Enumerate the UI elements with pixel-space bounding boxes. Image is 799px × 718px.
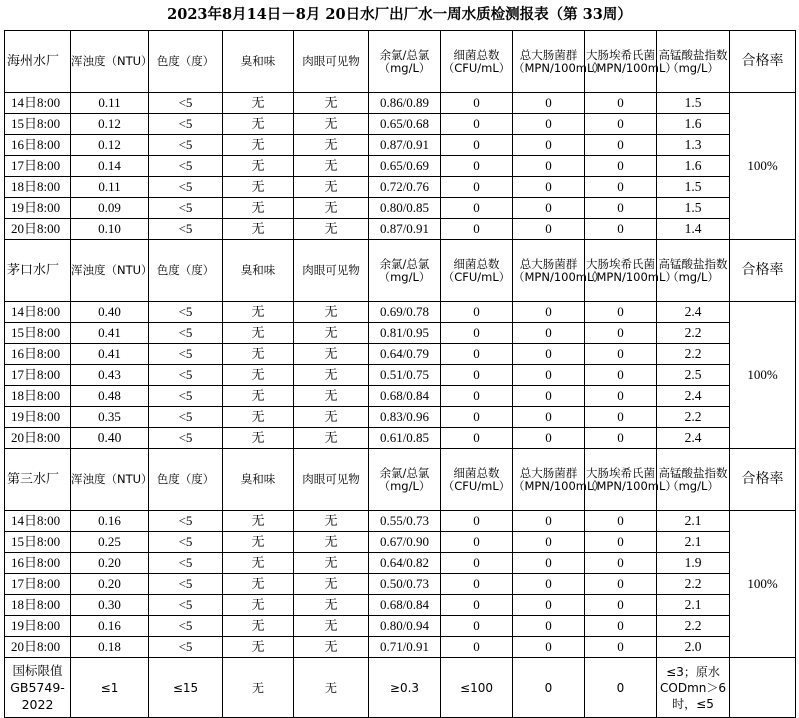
cell-date: 14日8:00 <box>5 511 71 532</box>
table-row <box>5 574 796 595</box>
cell-bacteria: 0 <box>441 135 513 156</box>
cell-turbidity: 0.30 <box>71 595 149 616</box>
cell-bacteria: 0 <box>441 198 513 219</box>
cell-turbidity: 0.16 <box>71 511 149 532</box>
table-row <box>5 386 796 407</box>
cell-codmn: 2.0 <box>657 637 730 658</box>
cell-visible: 无 <box>294 511 369 532</box>
header-bacteria: 细菌总数（CFU/mL） <box>441 240 513 302</box>
table-row <box>5 428 796 449</box>
cell-ecoli: 0 <box>585 93 657 114</box>
pass-rate: 100% <box>730 302 796 449</box>
cell-chlorine: 0.80/0.94 <box>369 616 441 637</box>
cell-chlorine: 0.65/0.68 <box>369 114 441 135</box>
report-title: 2023年8月14日－8月 20日水厂出厂水一周水质检测报表（第 33周） <box>167 6 632 23</box>
cell-turbidity: 0.41 <box>71 323 149 344</box>
cell-chlorine: 0.87/0.91 <box>369 219 441 240</box>
cell-coliform: 0 <box>513 365 585 386</box>
header-bacteria: 细菌总数（CFU/mL） <box>441 31 513 93</box>
cell-coliform: 0 <box>513 198 585 219</box>
cell-visible: 无 <box>294 616 369 637</box>
cell-turbidity: 0.18 <box>71 637 149 658</box>
table-row <box>5 323 796 344</box>
cell-color: <5 <box>149 407 223 428</box>
cell-codmn: 2.2 <box>657 616 730 637</box>
cell-chlorine: 0.81/0.95 <box>369 323 441 344</box>
cell-turbidity: 0.40 <box>71 302 149 323</box>
cell-codmn: 1.5 <box>657 177 730 198</box>
header-coliform: 总大肠菌群（MPN/100mL） <box>513 449 585 511</box>
cell-bacteria: 0 <box>441 553 513 574</box>
cell-coliform: 0 <box>513 93 585 114</box>
cell-turbidity: 0.14 <box>71 156 149 177</box>
table-row <box>5 198 796 219</box>
cell-date: 17日8:00 <box>5 365 71 386</box>
cell-visible: 无 <box>294 135 369 156</box>
cell-codmn: 1.6 <box>657 156 730 177</box>
cell-visible: 无 <box>294 407 369 428</box>
cell-codmn: 1.6 <box>657 114 730 135</box>
plant-header-row <box>5 449 796 511</box>
table-row <box>5 637 796 658</box>
cell-visible: 无 <box>294 428 369 449</box>
cell-coliform: 0 <box>513 323 585 344</box>
cell-codmn: 1.5 <box>657 198 730 219</box>
table-row <box>5 177 796 198</box>
cell-chlorine: 0.64/0.79 <box>369 344 441 365</box>
cell-codmn: 2.1 <box>657 595 730 616</box>
table-row <box>5 407 796 428</box>
cell-visible: 无 <box>294 177 369 198</box>
cell-ecoli: 0 <box>585 407 657 428</box>
header-ecoli: 大肠埃希氏菌（MPN/100mL） <box>585 449 657 511</box>
header-ecoli: 大肠埃希氏菌（MPN/100mL） <box>585 240 657 302</box>
cell-ecoli: 0 <box>585 595 657 616</box>
cell-coliform: 0 <box>513 616 585 637</box>
cell-bacteria: 0 <box>441 595 513 616</box>
cell-color: <5 <box>149 574 223 595</box>
cell-odor: 无 <box>223 135 294 156</box>
cell-visible: 无 <box>294 156 369 177</box>
header-rate: 合格率 <box>730 449 796 511</box>
cell-bacteria: 0 <box>441 344 513 365</box>
header-visible: 肉眼可见物 <box>294 240 369 302</box>
table-row <box>5 219 796 240</box>
cell-codmn: 2.1 <box>657 511 730 532</box>
cell-chlorine: 0.83/0.96 <box>369 407 441 428</box>
cell-date: 20日8:00 <box>5 637 71 658</box>
limit-coliform: 0 <box>513 658 585 718</box>
cell-chlorine: 0.68/0.84 <box>369 595 441 616</box>
cell-turbidity: 0.16 <box>71 616 149 637</box>
cell-color: <5 <box>149 156 223 177</box>
header-rate: 合格率 <box>730 240 796 302</box>
cell-date: 17日8:00 <box>5 156 71 177</box>
water-quality-table <box>4 30 796 718</box>
cell-date: 15日8:00 <box>5 323 71 344</box>
cell-color: <5 <box>149 616 223 637</box>
table-row <box>5 344 796 365</box>
cell-odor: 无 <box>223 344 294 365</box>
table-row <box>5 532 796 553</box>
cell-visible: 无 <box>294 219 369 240</box>
header-turbidity: 浑浊度（NTU） <box>71 240 149 302</box>
cell-codmn: 2.4 <box>657 428 730 449</box>
cell-codmn: 2.4 <box>657 302 730 323</box>
header-odor: 臭和味 <box>223 240 294 302</box>
cell-date: 19日8:00 <box>5 616 71 637</box>
cell-odor: 无 <box>223 323 294 344</box>
cell-odor: 无 <box>223 302 294 323</box>
plant-name: 茅口水厂 <box>5 240 71 302</box>
header-color: 色度（度） <box>149 240 223 302</box>
cell-coliform: 0 <box>513 407 585 428</box>
cell-visible: 无 <box>294 93 369 114</box>
cell-odor: 无 <box>223 428 294 449</box>
cell-ecoli: 0 <box>585 114 657 135</box>
cell-date: 19日8:00 <box>5 407 71 428</box>
header-visible: 肉眼可见物 <box>294 449 369 511</box>
header-codmn: 高锰酸盐指数（mg/L） <box>657 449 730 511</box>
cell-odor: 无 <box>223 198 294 219</box>
cell-color: <5 <box>149 135 223 156</box>
cell-coliform: 0 <box>513 553 585 574</box>
limit-bacteria: ≤100 <box>441 658 513 718</box>
cell-bacteria: 0 <box>441 93 513 114</box>
cell-bacteria: 0 <box>441 365 513 386</box>
cell-ecoli: 0 <box>585 198 657 219</box>
cell-bacteria: 0 <box>441 386 513 407</box>
cell-color: <5 <box>149 532 223 553</box>
cell-codmn: 1.5 <box>657 93 730 114</box>
cell-odor: 无 <box>223 595 294 616</box>
cell-chlorine: 0.64/0.82 <box>369 553 441 574</box>
table-row <box>5 114 796 135</box>
cell-odor: 无 <box>223 574 294 595</box>
cell-bacteria: 0 <box>441 511 513 532</box>
cell-color: <5 <box>149 177 223 198</box>
cell-ecoli: 0 <box>585 323 657 344</box>
cell-codmn: 2.2 <box>657 407 730 428</box>
cell-coliform: 0 <box>513 428 585 449</box>
header-ecoli: 大肠埃希氏菌（MPN/100mL） <box>585 31 657 93</box>
cell-bacteria: 0 <box>441 156 513 177</box>
cell-date: 20日8:00 <box>5 428 71 449</box>
cell-coliform: 0 <box>513 344 585 365</box>
plant-header-row <box>5 240 796 302</box>
limits-label: 国标限值GB5749-2022 <box>5 658 71 718</box>
limit-rate-empty <box>730 658 796 718</box>
pass-rate: 100% <box>730 93 796 240</box>
limits-row <box>5 658 796 718</box>
cell-chlorine: 0.86/0.89 <box>369 93 441 114</box>
cell-ecoli: 0 <box>585 553 657 574</box>
cell-bacteria: 0 <box>441 323 513 344</box>
cell-visible: 无 <box>294 323 369 344</box>
cell-chlorine: 0.71/0.91 <box>369 637 441 658</box>
cell-bacteria: 0 <box>441 532 513 553</box>
header-color: 色度（度） <box>149 31 223 93</box>
cell-coliform: 0 <box>513 532 585 553</box>
cell-odor: 无 <box>223 532 294 553</box>
cell-color: <5 <box>149 198 223 219</box>
cell-turbidity: 0.35 <box>71 407 149 428</box>
cell-turbidity: 0.48 <box>71 386 149 407</box>
cell-turbidity: 0.20 <box>71 553 149 574</box>
limit-codmn: ≤3；原水CODmn＞6时，≤5 <box>657 658 730 718</box>
header-codmn: 高锰酸盐指数（mg/L） <box>657 240 730 302</box>
cell-color: <5 <box>149 553 223 574</box>
table-row <box>5 156 796 177</box>
cell-odor: 无 <box>223 407 294 428</box>
cell-coliform: 0 <box>513 135 585 156</box>
cell-ecoli: 0 <box>585 574 657 595</box>
cell-chlorine: 0.69/0.78 <box>369 302 441 323</box>
cell-codmn: 1.4 <box>657 219 730 240</box>
header-bacteria: 细菌总数（CFU/mL） <box>441 449 513 511</box>
cell-visible: 无 <box>294 198 369 219</box>
cell-ecoli: 0 <box>585 344 657 365</box>
cell-color: <5 <box>149 511 223 532</box>
cell-ecoli: 0 <box>585 428 657 449</box>
table-row <box>5 511 796 532</box>
cell-color: <5 <box>149 595 223 616</box>
cell-turbidity: 0.41 <box>71 344 149 365</box>
cell-date: 16日8:00 <box>5 344 71 365</box>
cell-bacteria: 0 <box>441 302 513 323</box>
header-odor: 臭和味 <box>223 31 294 93</box>
cell-visible: 无 <box>294 532 369 553</box>
cell-chlorine: 0.68/0.84 <box>369 386 441 407</box>
cell-turbidity: 0.10 <box>71 219 149 240</box>
cell-chlorine: 0.61/0.85 <box>369 428 441 449</box>
cell-turbidity: 0.43 <box>71 365 149 386</box>
cell-coliform: 0 <box>513 219 585 240</box>
plant-name: 第三水厂 <box>5 449 71 511</box>
cell-coliform: 0 <box>513 177 585 198</box>
cell-bacteria: 0 <box>441 407 513 428</box>
cell-color: <5 <box>149 302 223 323</box>
cell-visible: 无 <box>294 344 369 365</box>
cell-coliform: 0 <box>513 302 585 323</box>
table-row <box>5 93 796 114</box>
cell-color: <5 <box>149 637 223 658</box>
cell-turbidity: 0.11 <box>71 93 149 114</box>
limit-turbidity: ≤1 <box>71 658 149 718</box>
cell-codmn: 2.4 <box>657 386 730 407</box>
cell-date: 16日8:00 <box>5 135 71 156</box>
cell-bacteria: 0 <box>441 114 513 135</box>
cell-color: <5 <box>149 428 223 449</box>
cell-odor: 无 <box>223 93 294 114</box>
cell-chlorine: 0.50/0.73 <box>369 574 441 595</box>
limit-color: ≤15 <box>149 658 223 718</box>
cell-chlorine: 0.67/0.90 <box>369 532 441 553</box>
cell-date: 15日8:00 <box>5 114 71 135</box>
cell-ecoli: 0 <box>585 156 657 177</box>
cell-ecoli: 0 <box>585 365 657 386</box>
table-row <box>5 595 796 616</box>
cell-bacteria: 0 <box>441 177 513 198</box>
cell-odor: 无 <box>223 156 294 177</box>
cell-turbidity: 0.12 <box>71 114 149 135</box>
limit-chlorine: ≥0.3 <box>369 658 441 718</box>
cell-bacteria: 0 <box>441 428 513 449</box>
header-color: 色度（度） <box>149 449 223 511</box>
cell-date: 18日8:00 <box>5 595 71 616</box>
cell-color: <5 <box>149 323 223 344</box>
cell-odor: 无 <box>223 637 294 658</box>
header-odor: 臭和味 <box>223 449 294 511</box>
limit-odor: 无 <box>223 658 294 718</box>
limit-ecoli: 0 <box>585 658 657 718</box>
cell-odor: 无 <box>223 114 294 135</box>
cell-date: 18日8:00 <box>5 386 71 407</box>
cell-odor: 无 <box>223 219 294 240</box>
table-row <box>5 135 796 156</box>
header-chlorine: 余氯/总氯（mg/L） <box>369 240 441 302</box>
cell-turbidity: 0.12 <box>71 135 149 156</box>
header-rate: 合格率 <box>730 31 796 93</box>
cell-visible: 无 <box>294 114 369 135</box>
cell-chlorine: 0.80/0.85 <box>369 198 441 219</box>
cell-ecoli: 0 <box>585 302 657 323</box>
cell-color: <5 <box>149 93 223 114</box>
cell-codmn: 1.3 <box>657 135 730 156</box>
cell-codmn: 2.2 <box>657 323 730 344</box>
pass-rate: 100% <box>730 511 796 658</box>
cell-ecoli: 0 <box>585 219 657 240</box>
cell-codmn: 1.9 <box>657 553 730 574</box>
cell-coliform: 0 <box>513 386 585 407</box>
cell-bacteria: 0 <box>441 616 513 637</box>
cell-ecoli: 0 <box>585 532 657 553</box>
cell-visible: 无 <box>294 386 369 407</box>
cell-color: <5 <box>149 344 223 365</box>
header-visible: 肉眼可见物 <box>294 31 369 93</box>
cell-coliform: 0 <box>513 511 585 532</box>
cell-bacteria: 0 <box>441 574 513 595</box>
cell-color: <5 <box>149 365 223 386</box>
cell-codmn: 2.2 <box>657 574 730 595</box>
header-turbidity: 浑浊度（NTU） <box>71 31 149 93</box>
cell-coliform: 0 <box>513 574 585 595</box>
cell-turbidity: 0.11 <box>71 177 149 198</box>
cell-turbidity: 0.09 <box>71 198 149 219</box>
cell-ecoli: 0 <box>585 386 657 407</box>
table-row <box>5 616 796 637</box>
cell-coliform: 0 <box>513 637 585 658</box>
cell-date: 19日8:00 <box>5 198 71 219</box>
cell-odor: 无 <box>223 177 294 198</box>
cell-visible: 无 <box>294 595 369 616</box>
cell-coliform: 0 <box>513 114 585 135</box>
cell-color: <5 <box>149 114 223 135</box>
cell-ecoli: 0 <box>585 637 657 658</box>
table-row <box>5 553 796 574</box>
table-row <box>5 365 796 386</box>
cell-ecoli: 0 <box>585 177 657 198</box>
cell-date: 18日8:00 <box>5 177 71 198</box>
cell-chlorine: 0.51/0.75 <box>369 365 441 386</box>
cell-odor: 无 <box>223 511 294 532</box>
cell-date: 16日8:00 <box>5 553 71 574</box>
header-codmn: 高锰酸盐指数（mg/L） <box>657 31 730 93</box>
cell-bacteria: 0 <box>441 637 513 658</box>
cell-ecoli: 0 <box>585 511 657 532</box>
cell-visible: 无 <box>294 302 369 323</box>
cell-color: <5 <box>149 219 223 240</box>
cell-odor: 无 <box>223 365 294 386</box>
cell-chlorine: 0.72/0.76 <box>369 177 441 198</box>
cell-ecoli: 0 <box>585 135 657 156</box>
cell-turbidity: 0.20 <box>71 574 149 595</box>
cell-coliform: 0 <box>513 595 585 616</box>
cell-coliform: 0 <box>513 156 585 177</box>
cell-odor: 无 <box>223 386 294 407</box>
cell-visible: 无 <box>294 553 369 574</box>
cell-ecoli: 0 <box>585 616 657 637</box>
cell-turbidity: 0.25 <box>71 532 149 553</box>
cell-codmn: 2.2 <box>657 344 730 365</box>
cell-visible: 无 <box>294 637 369 658</box>
header-coliform: 总大肠菌群（MPN/100mL） <box>513 31 585 93</box>
cell-codmn: 2.5 <box>657 365 730 386</box>
cell-bacteria: 0 <box>441 219 513 240</box>
cell-date: 14日8:00 <box>5 93 71 114</box>
cell-chlorine: 0.65/0.69 <box>369 156 441 177</box>
cell-date: 14日8:00 <box>5 302 71 323</box>
cell-chlorine: 0.87/0.91 <box>369 135 441 156</box>
cell-color: <5 <box>149 386 223 407</box>
cell-odor: 无 <box>223 616 294 637</box>
limit-visible: 无 <box>294 658 369 718</box>
cell-odor: 无 <box>223 553 294 574</box>
cell-visible: 无 <box>294 574 369 595</box>
cell-date: 20日8:00 <box>5 219 71 240</box>
plant-header-row <box>5 31 796 93</box>
cell-visible: 无 <box>294 365 369 386</box>
cell-turbidity: 0.40 <box>71 428 149 449</box>
cell-codmn: 2.1 <box>657 532 730 553</box>
cell-date: 17日8:00 <box>5 574 71 595</box>
cell-date: 15日8:00 <box>5 532 71 553</box>
table-row <box>5 302 796 323</box>
header-chlorine: 余氯/总氯（mg/L） <box>369 31 441 93</box>
plant-name: 海州水厂 <box>5 31 71 93</box>
header-turbidity: 浑浊度（NTU） <box>71 449 149 511</box>
cell-chlorine: 0.55/0.73 <box>369 511 441 532</box>
header-chlorine: 余氯/总氯（mg/L） <box>369 449 441 511</box>
header-coliform: 总大肠菌群（MPN/100mL） <box>513 240 585 302</box>
